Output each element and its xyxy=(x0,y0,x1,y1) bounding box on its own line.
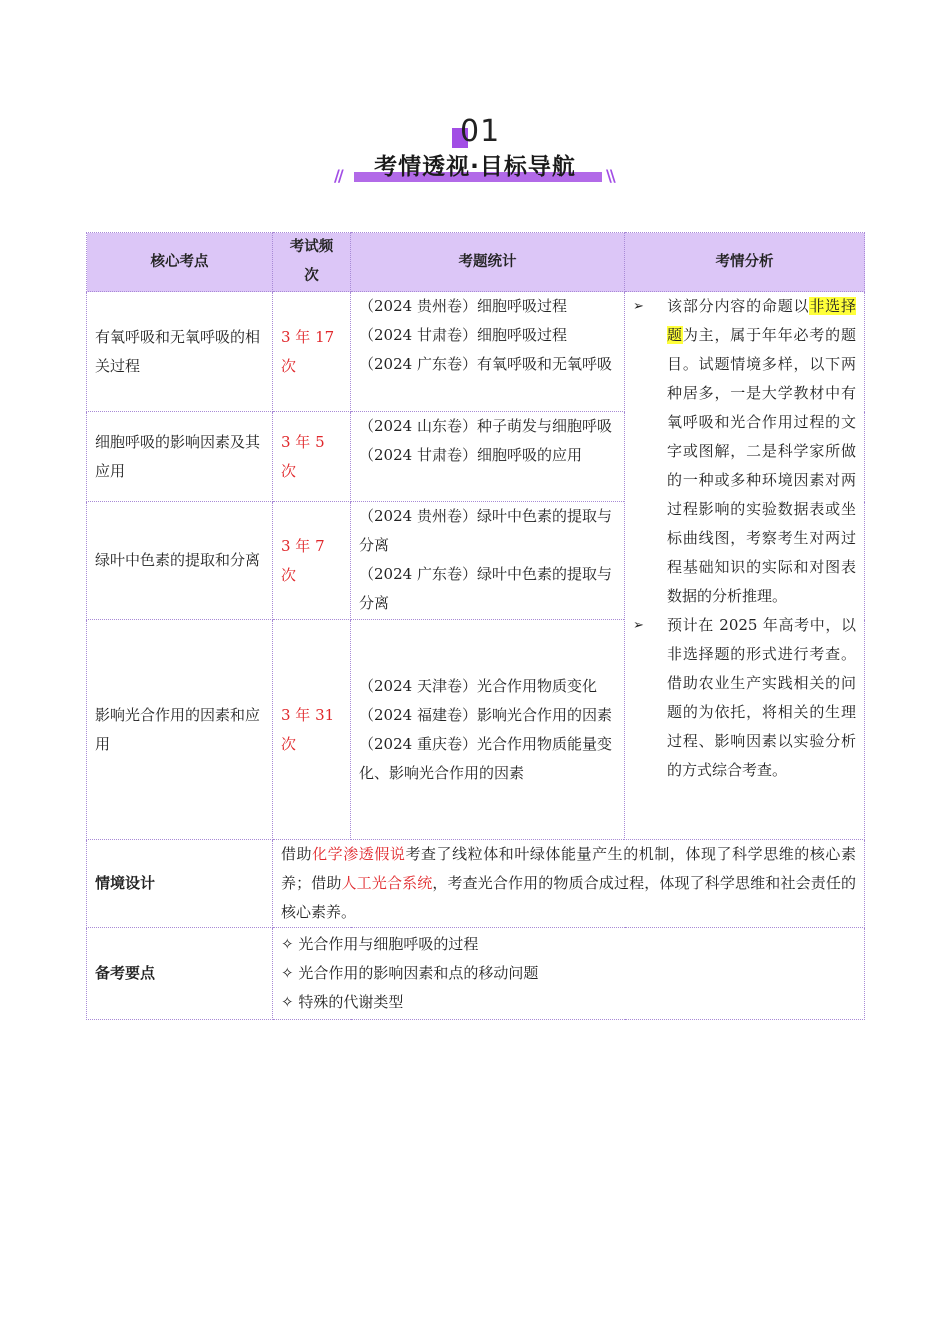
highlighted-term: 非选择题 xyxy=(667,297,856,344)
frequency-cell: 3 年 7 次 xyxy=(273,502,351,620)
stats-cell xyxy=(351,502,625,620)
prep-row xyxy=(87,928,865,1020)
analysis-text: 为主，属于年年必考的题目。试题情境多样，以下两种居多，一是大学教材中有氧呼吸和光合作用过程的文字或图解，二是科学家所做的一种或多种环境因素对两过程影响的实验数据表或坐标曲线图，考察考生对两过程基础知识的实际和对图表数据的分析推理。 xyxy=(667,326,856,605)
topic-cell: 影响光合作用的因素和应用 xyxy=(87,620,273,840)
frequency-cell: 3 年 5 次 xyxy=(273,412,351,502)
stats-cell xyxy=(351,412,625,502)
stat-item: （2024 重庆卷）光合作用物质能量变化、影响光合作用的因素 xyxy=(359,734,612,782)
arrow-bullet-icon: ➢ xyxy=(633,299,644,314)
situation-content xyxy=(273,840,865,928)
situation-keyword: 化学渗透假说 xyxy=(312,845,406,863)
situation-text: ，考查光合作用的物质合成过程，体现了科学思维和社会责任的核心素养。 xyxy=(281,874,856,921)
stat-item: （2024 广东卷）有氧呼吸和无氧呼吸 xyxy=(359,355,612,373)
frequency-cell: 3 年 31 次 xyxy=(273,620,351,840)
title-slash-right: \\ xyxy=(606,166,614,185)
title-slash-left: // xyxy=(334,166,342,185)
header-statistics: 考题统计 xyxy=(351,233,625,292)
stat-item: （2024 甘肃卷）细胞呼吸过程 xyxy=(359,326,567,344)
frequency-cell: 3 年 17 次 xyxy=(273,292,351,412)
table-row xyxy=(87,292,865,412)
prep-item: ✧ 光合作用的影响因素和点的移动问题 xyxy=(281,964,539,982)
exam-analysis-table xyxy=(86,232,865,1020)
stat-item: （2024 甘肃卷）细胞呼吸的应用 xyxy=(359,446,582,464)
stat-item: （2024 贵州卷）绿叶中色素的提取与分离 xyxy=(359,507,612,554)
analysis-text: 预计在 2025 年高考中，以非选择题的形式进行考查。借助农业生产实践相关的问题的为依托，将相关的生理过程、影响因素以实验分析的方式综合考查。 xyxy=(667,616,856,779)
analysis-cell xyxy=(625,292,865,840)
stat-item: （2024 广东卷）绿叶中色素的提取与分离 xyxy=(359,565,612,612)
topic-cell: 绿叶中色素的提取和分离 xyxy=(87,502,273,620)
analysis-point-1 xyxy=(633,292,856,611)
topic-cell: 细胞呼吸的影响因素及其应用 xyxy=(87,412,273,502)
situation-text: 考查了线粒体和叶绿体能量产生的机制，体现了科学思维的核心素养；借助 xyxy=(281,845,856,892)
stat-item: （2024 天津卷）光合作用物质变化 xyxy=(359,676,597,695)
section-header xyxy=(0,108,950,198)
stat-item: （2024 山东卷）种子萌发与细胞呼吸 xyxy=(359,417,612,435)
stats-cell xyxy=(351,292,625,412)
topic-cell: 有氧呼吸和无氧呼吸的相关过程 xyxy=(87,292,273,412)
arrow-bullet-icon: ➢ xyxy=(633,618,644,633)
prep-label: 备考要点 xyxy=(87,928,273,1020)
analysis-text: 该部分内容的命题以 xyxy=(667,297,810,315)
header-core-topic: 核心考点 xyxy=(87,233,273,292)
section-number-text: 01 xyxy=(460,114,501,149)
analysis-point-2 xyxy=(633,611,856,785)
stat-item: （2024 贵州卷）细胞呼吸过程 xyxy=(359,297,567,315)
prep-item: ✧ 光合作用与细胞呼吸的过程 xyxy=(281,935,479,953)
header-frequency-text: 考试频次 xyxy=(289,239,334,284)
prep-item: ✧ 特殊的代谢类型 xyxy=(281,993,404,1011)
situation-label: 情境设计 xyxy=(87,840,273,928)
stats-cell xyxy=(351,620,625,840)
section-title: 考情透视·目标导航 xyxy=(374,154,576,180)
situation-keyword: 人工光合系统 xyxy=(341,874,433,892)
situation-text: 借助 xyxy=(281,845,313,863)
analysis-list xyxy=(633,292,856,785)
stat-item: （2024 福建卷）影响光合作用的因素 xyxy=(359,705,612,724)
header-analysis: 考情分析 xyxy=(625,233,865,292)
situation-row xyxy=(87,840,865,928)
header-frequency xyxy=(273,233,351,292)
table-header-row xyxy=(87,233,865,292)
prep-content xyxy=(273,928,865,1020)
